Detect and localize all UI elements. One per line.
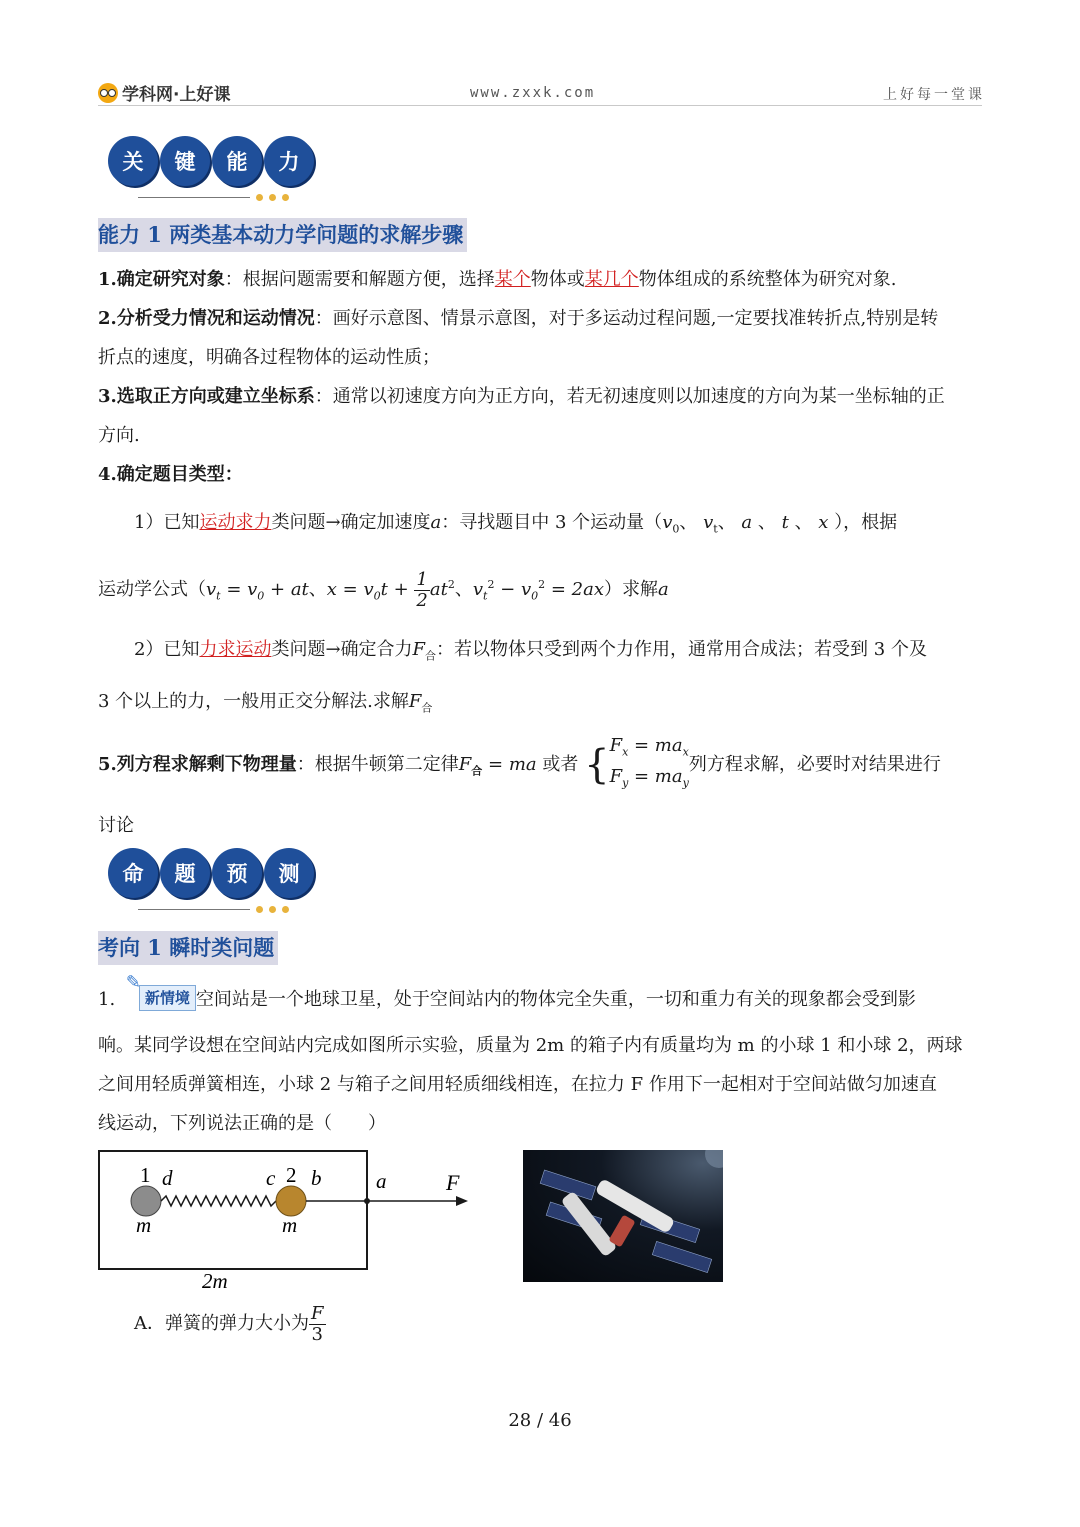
label-a: a — [376, 1169, 387, 1193]
header-logo — [98, 80, 230, 105]
text: 列方程求解，必要时对结果进行 — [688, 754, 941, 775]
text: 空间站是一个地球卫星，处于空间站内的物体完全失重，一切和重力有关的现象都会受到影 — [195, 989, 916, 1010]
owl-logo-icon — [98, 83, 118, 103]
badge-char: 力 — [264, 136, 314, 186]
text: ），根据 — [834, 512, 898, 533]
text: A．弹簧的弹力大小为 — [134, 1313, 309, 1334]
text: 新情境 — [144, 989, 190, 1007]
header-slogan: 上好每一堂课 — [883, 87, 985, 103]
step-5-paragraph: 5.列方程求解剩下物理量：根据牛顿第二定律$F_合$ = ma 或者 { $F_x = ma_x$ $F_y = ma_y$ 列方程求解，必要时对结果进行 — [98, 730, 984, 807]
text: 3 个以上的力，一般用正交分解法.求解 — [98, 691, 409, 712]
spring — [161, 1196, 276, 1206]
arrow-head-icon — [456, 1196, 468, 1206]
step-2-line2: 折点的速度，明确各过程物体的运动性质； — [98, 347, 440, 368]
highlight-text: 某个 — [494, 269, 531, 290]
text: 运动学公式（ — [98, 579, 206, 600]
new-scenario-tag — [125, 972, 196, 1011]
component-equations: $F_x = ma_x$ $F_y = ma_y$ — [609, 735, 689, 790]
sub-step-2-line2: 3 个以上的力，一般用正交分解法.求解$F_合$ — [98, 691, 433, 715]
step-5-heading: 5.列方程求解剩下物理量 — [98, 754, 297, 775]
text: 2）已知 — [134, 639, 200, 660]
space-station-illustration — [523, 1150, 723, 1282]
badge-char: 题 — [160, 848, 210, 898]
badge-decoration — [138, 194, 314, 201]
badge-char: 键 — [160, 136, 210, 186]
sub-step-1: 1）已知运动求力类问题→确定加速度a：寻找题目中 3 个运动量（$v_0$、 $v_t$、 a 、 t 、 x ），根据 — [134, 512, 898, 536]
text: ：寻找题目中 3 个运动量（ — [441, 512, 663, 533]
label-b: b — [311, 1166, 322, 1190]
step-5-line2: 讨论 — [98, 815, 134, 836]
ball-2 — [276, 1186, 306, 1216]
junction-point — [364, 1198, 370, 1204]
text: ）求解 — [604, 579, 659, 600]
box-mass: 2m — [202, 1269, 228, 1293]
question-line2: 响。某同学设想在空间站内完成如图所示实验，质量为 2m 的箱子内有质量均为 m 的小球 1 和小球 2，两球 — [98, 1035, 963, 1056]
step-1-paragraph — [98, 260, 984, 299]
ball-2-number: 2 — [286, 1163, 297, 1187]
ball-1 — [131, 1186, 161, 1216]
badge-decoration — [138, 906, 314, 913]
section-title: 能力 1 两类基本动力学问题的求解步骤 — [98, 218, 467, 252]
highlight-text: 力求运动 — [199, 639, 272, 660]
text: 物体或 — [530, 269, 585, 290]
fraction-F-over-3: $\frac{F}{3}$ — [311, 1302, 324, 1345]
label-d: d — [162, 1166, 173, 1190]
sub-step-2: 2）已知力求运动类问题→确定合力$F_合$：若以物体只受到两个力作用，通常用合成法；若受到 3 个及 — [134, 639, 927, 663]
text: 或者 — [542, 754, 579, 775]
text: 类问题→确定合力 — [271, 639, 413, 660]
question-line4: 线运动，下列说法正确的是（ ） — [98, 1113, 386, 1134]
box-spring-diagram — [96, 1146, 476, 1296]
logo-text: 学科网·上好课 — [122, 85, 231, 105]
step-4-heading: 4.确定题目类型： — [98, 464, 243, 485]
space-station-photo — [523, 1150, 723, 1282]
option-a — [134, 1302, 1020, 1346]
text: 1）已知 — [134, 512, 200, 533]
ball-1-mass: m — [136, 1213, 152, 1237]
question-number: 1. — [98, 989, 116, 1010]
step-2-paragraph — [98, 299, 984, 338]
key-ability-badges — [108, 136, 314, 201]
header-divider — [98, 105, 982, 106]
step-3-paragraph — [98, 377, 984, 416]
ball-2-mass: m — [282, 1213, 298, 1237]
badge-char: 关 — [108, 136, 158, 186]
badge-char: 能 — [212, 136, 262, 186]
step-3-heading: 3.选取正方向或建立坐标系 — [98, 386, 315, 407]
badge-char: 命 — [108, 848, 158, 898]
step-2-heading: 2.分析受力情况和运动情况 — [98, 308, 315, 329]
badge-char: 测 — [264, 848, 314, 898]
prediction-badges — [108, 848, 314, 913]
highlight-text: 运动求力 — [199, 512, 272, 533]
text: 类问题→确定加速度 — [271, 512, 431, 533]
section-title: 考向 1 瞬时类问题 — [98, 931, 278, 965]
header-url: www.zxxk.com — [470, 85, 596, 101]
step-1-heading: 1.确定研究对象 — [98, 269, 225, 290]
ball-1-number: 1 — [140, 1163, 151, 1187]
text: ：若以物体只受到两个力作用，通常用合成法；若受到 3 个及 — [436, 639, 927, 660]
question-line3: 之间用轻质弹簧相连，小球 2 与箱子之间用轻质细线相连，在拉力 F 作用下一起相对于空间站做匀加速直 — [98, 1074, 937, 1095]
text: ：通常以初速度方向为正方向，若无初速度则以加速度的方向为某一坐标轴的正 — [314, 386, 945, 407]
question-line1 — [98, 972, 984, 1019]
text: 物体组成的系统整体为研究对象. — [638, 269, 897, 290]
text: ：根据牛顿第二定律 — [296, 754, 459, 775]
page-number: 28 / 46 — [508, 1410, 572, 1431]
label-F: F — [446, 1170, 460, 1195]
fraction-one-half: $\frac{1}{2}$ — [416, 568, 428, 611]
text: ：画好示意图、情景示意图，对于多运动过程问题,一定要找准转折点,特别是转 — [314, 308, 939, 329]
label-c: c — [266, 1166, 276, 1190]
badge-char: 预 — [212, 848, 262, 898]
pen-icon: ✎ — [125, 972, 142, 993]
kinematics-formula-line: 运动学公式（$v_t = v_0$ + at、$x = v_0t$ + $\frac{1}{2}$ $at^2$、$v_t^2 - v_0^2 = 2ax$）求解a — [98, 568, 669, 611]
highlight-text: 某几个 — [584, 269, 639, 290]
text: ：根据问题需要和解题方便，选择 — [224, 269, 495, 290]
step-3-line2: 方向. — [98, 425, 140, 446]
